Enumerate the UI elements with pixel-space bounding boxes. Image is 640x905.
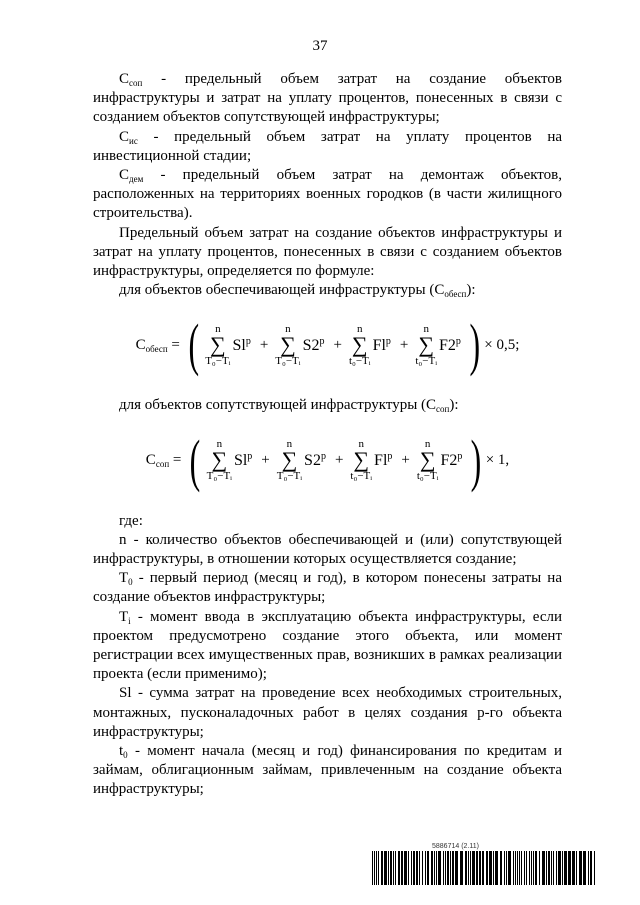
barcode-bar: [572, 851, 575, 885]
symbol-subscript: ис: [129, 135, 138, 146]
barcode-bar: [479, 851, 481, 885]
operand-superscript: p: [247, 451, 253, 463]
barcode-bar: [508, 851, 511, 885]
sigma-icon: ∑: [209, 331, 226, 357]
barcode-bar: [553, 851, 554, 885]
legend-item-sl: [93, 684, 562, 742]
sigma-icon: ∑: [353, 447, 370, 473]
sum-term: [350, 439, 372, 482]
barcode-bar: [506, 851, 507, 885]
barcode-bar: [436, 851, 437, 885]
sum-range: t₀−Tᵢ: [350, 470, 373, 483]
equals-sign: =: [172, 452, 182, 469]
operand-symbol: F2: [439, 336, 456, 354]
sum-upper-limit: n: [215, 322, 221, 335]
barcode-bar: [513, 851, 514, 885]
sum-term: [415, 324, 437, 367]
plus-sign: +: [401, 452, 410, 469]
barcode-bar: [443, 851, 444, 885]
label-end: ):: [466, 282, 476, 299]
label-text: для объектов обеспечивающей инфраструктуры (: [119, 282, 435, 299]
legend-symbol: n: [119, 531, 127, 548]
sum-range: T₀−Tᵢ: [275, 354, 301, 367]
operand-superscript: p: [320, 451, 326, 463]
sum-range: t₀−Tᵢ: [416, 470, 439, 483]
barcode-bar: [579, 851, 582, 885]
barcode-bar: [465, 851, 467, 885]
formula-lhs-subscript: соп: [155, 459, 170, 470]
sum-upper-limit: n: [285, 322, 291, 335]
barcode-bar: [568, 851, 571, 885]
legend-symbol: T: [119, 570, 129, 587]
legend-symbol-subscript: 0: [128, 577, 133, 588]
operand-superscript: p: [245, 335, 251, 347]
sum-operand: [234, 451, 252, 470]
barcode-bar: [583, 851, 586, 885]
sum-upper-limit: n: [424, 438, 431, 451]
sigma-icon: ∑: [351, 331, 368, 357]
barcode-bar: [438, 851, 441, 885]
formula-lhs-symbol: С: [145, 452, 156, 469]
barcode-bar: [524, 851, 525, 885]
barcode-bar: [515, 851, 516, 885]
where-label: где:: [119, 512, 143, 529]
label-symbol: С: [426, 397, 437, 414]
formula-sop: [93, 422, 562, 500]
barcode-bar: [500, 851, 502, 885]
formula-tail: × 0,5;: [484, 336, 520, 353]
barcode-bar: [564, 851, 567, 885]
barcode-bar: [504, 851, 505, 885]
barcode-bar: [556, 851, 557, 885]
barcode-bar: [427, 851, 429, 885]
legend-text: - момент ввода в эксплуатацию объекта инфраструктуры, если проектом предусмотрено создание этого объекта, или момент регистрации всех имущественных прав, возникших в рамках реализации проекта (если применимо);: [93, 608, 562, 683]
barcode-bar: [416, 851, 418, 885]
sum-range: T₀−Tᵢ: [206, 470, 232, 483]
operand-superscript: p: [319, 335, 325, 347]
barcode-bar: [468, 851, 469, 885]
formula-terms: [205, 439, 467, 482]
definition-text: - предельный объем затрат на уплату процентов на инвестиционной стадии;: [93, 128, 562, 164]
barcode-bar: [445, 851, 446, 885]
sum-upper-limit: n: [423, 322, 429, 335]
sum-range: T₀−Tᵢ: [276, 470, 303, 483]
formula-tail: × 1,: [485, 452, 510, 469]
left-parenthesis: (: [188, 312, 199, 378]
barcode-bar: [546, 851, 547, 885]
sum-term: [277, 439, 302, 482]
barcode-bar: [470, 851, 471, 885]
sigma-icon: ∑: [281, 447, 298, 473]
operand-symbol: S2: [302, 336, 320, 354]
plus-sign: +: [261, 452, 270, 469]
barcode-bar: [398, 851, 400, 885]
barcode-bar: [390, 851, 392, 885]
label-symbol-subscript: соп: [436, 404, 450, 415]
legend-item-n: [93, 531, 562, 569]
label-end: ):: [449, 397, 459, 414]
barcode-bar: [378, 851, 379, 885]
barcode-bar: [434, 851, 435, 885]
barcode-bar: [558, 851, 561, 885]
barcode-bar: [372, 851, 373, 885]
barcode-bar: [548, 851, 550, 885]
operand-superscript: p: [385, 335, 391, 347]
legend-text: - количество объектов обеспечивающей и (или) сопутствующей инфраструктуры, в отношении которых осуществляется создание;: [93, 531, 562, 568]
sum-range: T₀−Tᵢ: [205, 354, 231, 367]
barcode-bar: [450, 851, 451, 885]
page-number: 37: [312, 38, 328, 54]
sum-operand: [303, 336, 325, 355]
barcode-bar: [495, 851, 498, 885]
barcode-bar: [533, 851, 534, 885]
barcode-bar: [529, 851, 530, 885]
formula-obesp: [93, 306, 562, 384]
legend-text: - сумма затрат на проведение всех необходимых строительных, монтажных, пусконаладочных работ в целях создания р-го объекта инфраструктуры;: [93, 685, 562, 740]
barcode-bar: [539, 851, 540, 885]
barcode-bar: [482, 851, 484, 885]
operand-symbol: Fl: [374, 452, 388, 470]
sum-upper-limit: n: [357, 322, 363, 335]
sum-upper-limit: n: [286, 438, 293, 451]
barcode-bar: [588, 851, 589, 885]
barcode-bar: [395, 851, 396, 885]
definition-c-dem: [93, 166, 562, 224]
legend-text: - момент начала (месяц и год) финансирования по кредитам и займам, облигационным займам, привлеченным на создание объекта инфраструктуры;: [93, 743, 562, 798]
symbol-subscript: соп: [129, 78, 143, 88]
barcode-bar: [393, 851, 394, 885]
barcode-bar: [425, 851, 426, 885]
formula-label-obesp: [93, 281, 562, 300]
formula-terms: [203, 324, 465, 367]
barcode-bar: [576, 851, 577, 885]
barcode-bar: [489, 851, 492, 885]
symbol-subscript: дем: [129, 174, 144, 185]
barcode-bar: [460, 851, 463, 885]
barcode-bar: [519, 851, 520, 885]
legend-item-t0: [93, 569, 562, 607]
legend-text: - первый период (месяц и год), в котором понесены затраты на создание объектов инфраструктуры;: [93, 570, 562, 606]
barcode-bar: [486, 851, 488, 885]
formula-lhs-subscript: обесп: [145, 343, 168, 354]
barcode-bar: [452, 851, 454, 885]
right-parenthesis: ): [470, 427, 482, 493]
definition-text: - предельный объем затрат на демонтаж объектов, расположенных на территориях военных городков (в части жилищного строительства).: [93, 167, 562, 222]
plus-sign: +: [259, 336, 269, 353]
barcode-bar: [542, 851, 545, 885]
barcode-bar: [594, 851, 595, 885]
barcode-bar: [401, 851, 403, 885]
definition-c-sop: [93, 70, 562, 128]
barcode-bar: [526, 851, 527, 885]
sum-operand: [304, 451, 326, 470]
sum-operand: [374, 451, 392, 470]
plus-sign: +: [399, 336, 409, 353]
sum-operand: [440, 451, 462, 470]
legend-symbol: t: [119, 743, 124, 760]
formula-lhs: [136, 336, 180, 355]
barcode-bar: [476, 851, 478, 885]
sum-upper-limit: n: [358, 438, 364, 451]
barcode-bar: [388, 851, 389, 885]
operand-superscript: p: [387, 451, 393, 463]
sum-operand: [439, 336, 461, 355]
formula-lhs-symbol: С: [135, 336, 146, 353]
barcode-bar: [413, 851, 415, 885]
sum-term: [417, 439, 439, 482]
barcode-bar: [472, 851, 475, 885]
sigma-icon: ∑: [280, 331, 296, 357]
barcode-bar: [517, 851, 518, 885]
formula-intro-paragraph: Предельный объем затрат на создание объектов инфраструктуры и затрат на уплату процентов, понесенных в связи с созданием объектов инфраструктуры, определяется по формуле:: [93, 224, 562, 280]
sigma-icon: ∑: [419, 447, 436, 473]
sum-term: [207, 439, 232, 482]
barcode-label: 5886714 (2.11): [432, 843, 479, 850]
operand-superscript: p: [455, 335, 461, 347]
sum-operand: [232, 336, 250, 355]
legend-symbol-subscript: 0: [123, 750, 128, 761]
formula-lhs: [146, 451, 182, 470]
barcode-bar: [535, 851, 537, 885]
barcode-bar: [431, 851, 433, 885]
barcode-bar: [562, 851, 563, 885]
barcode-bar: [404, 851, 407, 885]
barcode-bar: [590, 851, 592, 885]
formula-label-sop: [93, 396, 562, 415]
operand-symbol: Sl: [232, 336, 246, 354]
sum-operand: [373, 336, 391, 355]
sigma-icon: ∑: [418, 331, 435, 357]
sum-term: [349, 324, 371, 367]
operand-symbol: F2: [440, 452, 458, 470]
definition-text: - предельный объем затрат на создание объектов инфраструктуры и затрат на уплату процентов, понесенных в связи с созданием объектов сопутствующей инфраструктуры;: [93, 71, 562, 126]
legend-item-t0-small: [93, 742, 562, 800]
label-symbol-subscript: обесп: [444, 289, 467, 300]
sum-term: [275, 324, 300, 367]
equals-sign: =: [171, 336, 180, 353]
operand-symbol: S2: [304, 452, 321, 470]
left-parenthesis: (: [189, 427, 201, 493]
operand-symbol: Fl: [372, 336, 386, 354]
sum-upper-limit: n: [216, 438, 223, 451]
plus-sign: +: [334, 452, 344, 469]
legend-symbol: T: [119, 608, 129, 625]
barcode-bar: [455, 851, 458, 885]
sum-term: [205, 324, 230, 367]
barcode-bar: [381, 851, 383, 885]
legend-symbol-subscript: i: [128, 615, 131, 626]
legend-symbol: Sl: [119, 685, 132, 702]
operand-symbol: Sl: [233, 452, 248, 470]
barcode-bar: [376, 851, 377, 885]
operand-superscript: p: [457, 451, 463, 463]
definition-c-is: [93, 128, 562, 166]
barcode-bar: [493, 851, 494, 885]
barcode-bar: [419, 851, 420, 885]
barcode-bar: [521, 851, 522, 885]
sum-range: t₀−Tᵢ: [415, 354, 437, 367]
barcode-bar: [447, 851, 449, 885]
sum-range: t₀−Tᵢ: [348, 354, 371, 367]
document-body: [93, 70, 562, 800]
barcode-image: [372, 851, 597, 885]
symbol: С: [119, 167, 130, 184]
barcode-bar: [384, 851, 387, 885]
barcode-bar: [531, 851, 532, 885]
barcode-bar: [411, 851, 412, 885]
plus-sign: +: [333, 336, 342, 353]
barcode-bar: [374, 851, 375, 885]
right-parenthesis: ): [469, 312, 480, 378]
barcode-bar: [422, 851, 423, 885]
legend-item-ti: [93, 608, 562, 685]
sigma-icon: ∑: [211, 447, 228, 473]
symbol: С: [119, 128, 130, 145]
symbol: С: [119, 71, 130, 87]
label-text: для объектов сопутствующей инфраструктуры (: [119, 397, 427, 414]
label-symbol: С: [434, 282, 445, 299]
barcode-bar: [551, 851, 552, 885]
barcode-bar: [408, 851, 409, 885]
